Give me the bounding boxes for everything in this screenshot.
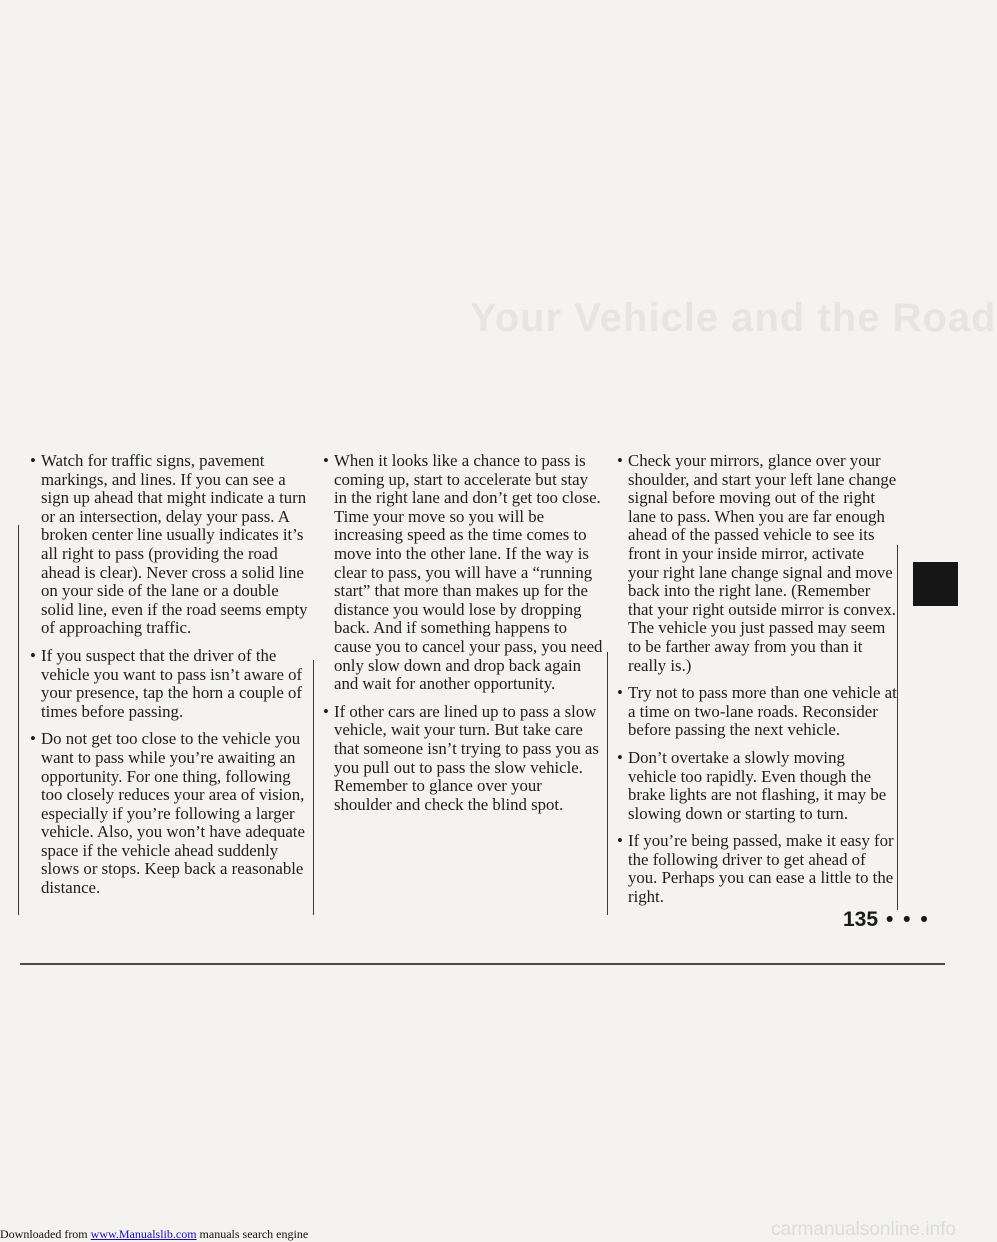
list-item (617, 749, 897, 823)
download-footer (0, 1227, 308, 1242)
list-item (30, 452, 310, 638)
section-tab-marker (913, 562, 958, 606)
column-1 (30, 452, 310, 907)
bottom-rule (20, 963, 945, 965)
list-item-text: If you’re being passed, make it easy for the following driver to get ahead of you. Perhaps you can ease a little to the right. (628, 831, 894, 907)
list-item-text: Try not to pass more than one vehicle at a time on two-lane roads. Reconsider before passing the next vehicle. (628, 683, 897, 740)
list-item (30, 730, 310, 897)
column-divider-right (607, 652, 608, 915)
list-item (30, 647, 310, 721)
faded-section-title: Your Vehicle and the Road (470, 296, 997, 340)
bullet-icon: • (30, 451, 36, 470)
list-item-text: Don’t overtake a slowly moving vehicle too rapidly. Even though the brake lights are not flashing, it may be slowing down or starting to turn. (628, 747, 887, 823)
manualslib-link[interactable]: www.Manualslib.com (90, 1227, 197, 1241)
list-item-text: If other cars are lined up to pass a slow vehicle, wait your turn. But take care that someone isn’t trying to pass you as you pull out to pass the slow vehicle. Remember to glance over your shoulder and check the blind spot. (334, 701, 599, 814)
bullet-icon: • (617, 683, 623, 703)
list-item (617, 832, 897, 906)
bullet-icon: • (617, 451, 623, 470)
bullet-icon: • (323, 701, 329, 721)
page-dots: • • • (886, 908, 930, 931)
footer-prefix: Downloaded from (0, 1227, 91, 1241)
watermark: carmanualsonline.info (771, 1219, 956, 1240)
column-divider-left (18, 525, 19, 915)
list-item (323, 452, 603, 694)
list-item-text: Watch for traffic signs, pavement markings, and lines. If you can see a sign up ahead that might indicate a turn or an intersection, delay your pass. A broken center line usually indicates it’s all right to pass (providing the road ahead is clear). Never cross a solid line on your side of the lane or a double solid line, even if the road seems empty of approaching traffic. (41, 451, 308, 638)
list-item (323, 703, 603, 815)
page-number: 135 (843, 908, 879, 931)
list-item-text: When it looks like a chance to pass is coming up, start to accelerate but stay in the right lane and don’t get too close. Time your move so you will be increasing speed as the time comes to move into the other lane. If the way is clear to pass, you will have a “running start” that more than makes up for the distance you would lose by dropping back. And if something happens to cause you to cancel your pass, you need only slow down and drop back again and wait for another opportunity. (334, 451, 603, 694)
footer-suffix: manuals search engine (196, 1227, 309, 1241)
list-item (617, 452, 897, 675)
bullet-icon: • (323, 451, 329, 470)
column-2 (323, 452, 603, 823)
list-item-text: Do not get too close to the vehicle you want to pass while you’re awaiting an opportunity. For one thing, following too closely reduces your area of vision, especially if you’re following a larger vehicle. Also, you won’t have adequate space if the vehicle ahead suddenly slows or stops. Keep back a reasonable distance. (41, 729, 305, 898)
bullet-icon: • (30, 729, 36, 749)
bullet-icon: • (617, 747, 623, 767)
column-3 (617, 452, 897, 916)
bullet-icon: • (617, 831, 623, 851)
column-divider-edge (897, 545, 898, 910)
list-item-text: If you suspect that the driver of the vehicle you want to pass isn’t aware of your presence, tap the horn a couple of times before passing. (41, 645, 303, 721)
list-item (617, 684, 897, 740)
bullet-icon: • (30, 645, 36, 665)
column-divider-middle (313, 660, 314, 915)
list-item-text: Check your mirrors, glance over your shoulder, and start your left lane change signal before moving out of the right lane to pass. When you are far enough ahead of the passed vehicle to see its front in your inside mirror, activate your right lane change signal and move back into the right lane. (Remember that your right outside mirror is convex. The vehicle you just passed may seem to be farther away from you than it really is.) (628, 451, 897, 675)
